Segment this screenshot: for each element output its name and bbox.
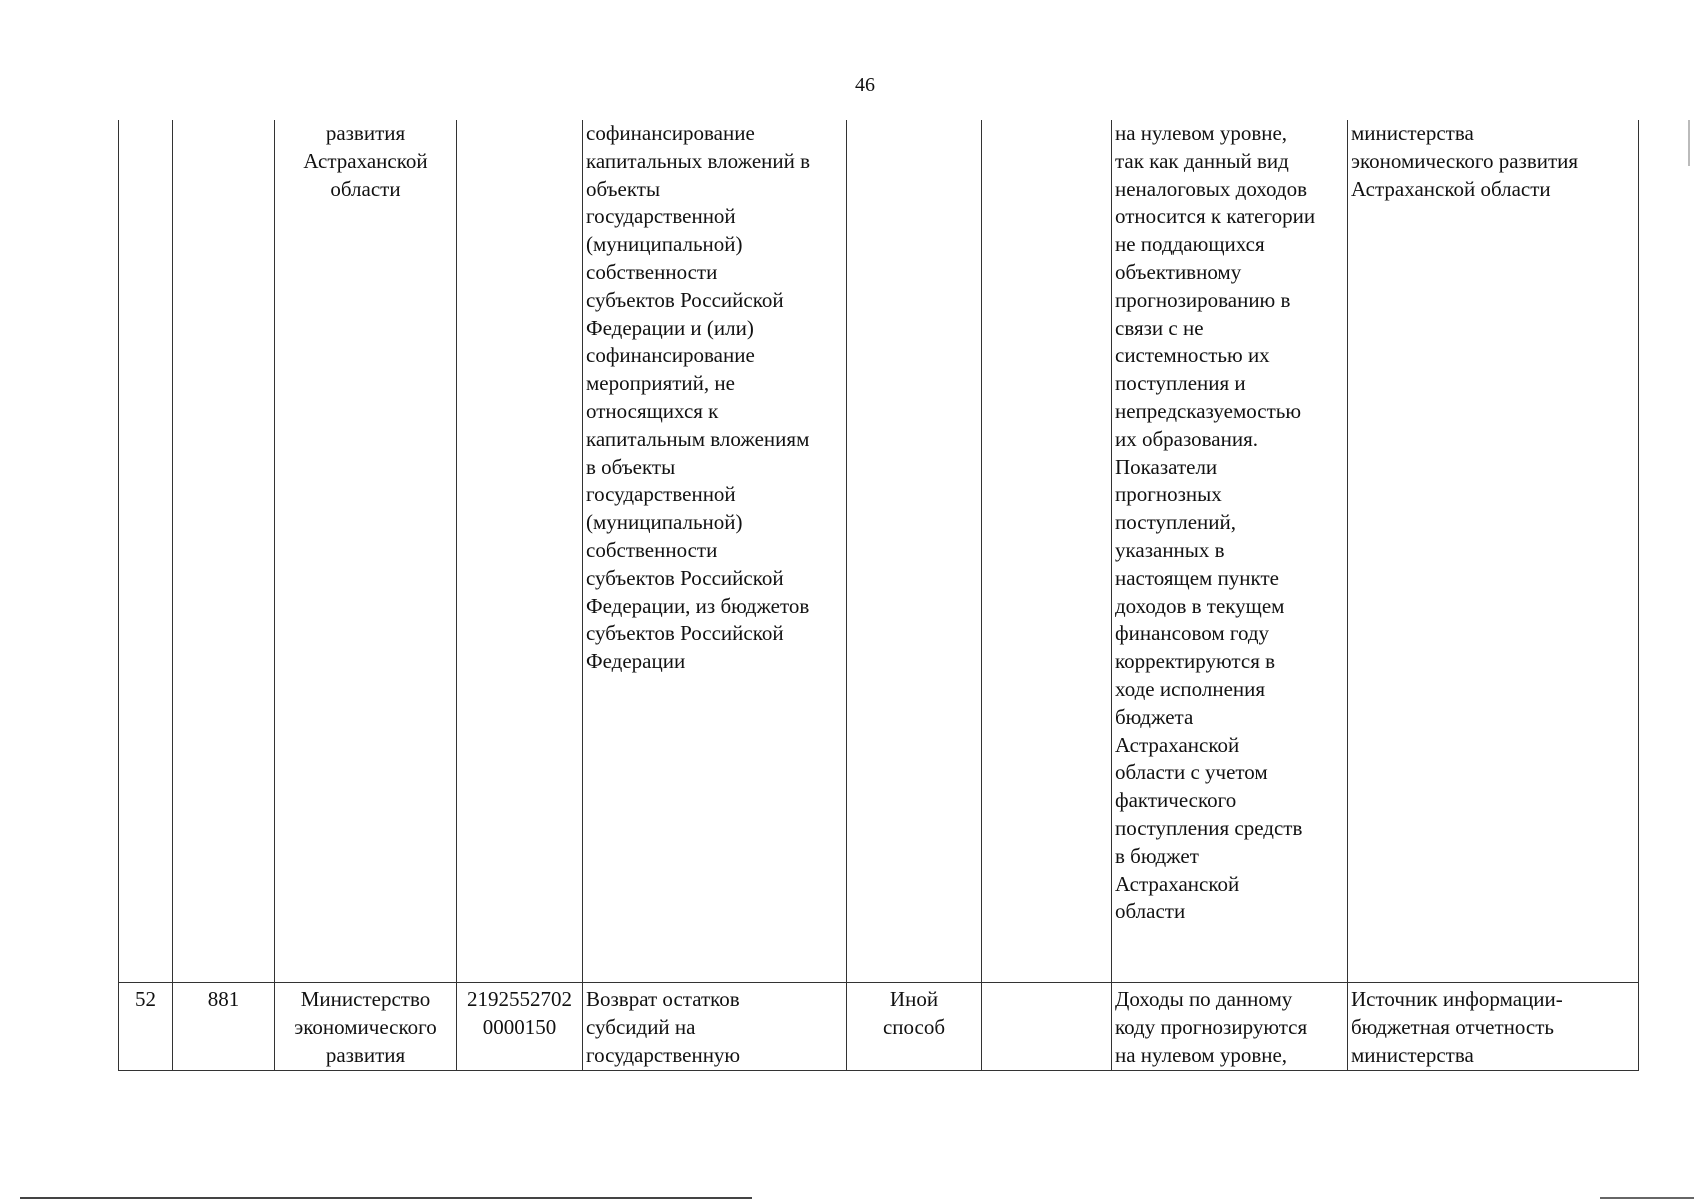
cell-data-source: министерства экономического развития Астраханской области bbox=[1348, 120, 1639, 983]
cell-revenue-code bbox=[457, 120, 583, 983]
scan-edge-line bbox=[20, 1197, 752, 1199]
cell-revenue-name: Возврат остатков субсидий на государственную bbox=[583, 983, 847, 1071]
scan-edge-mark bbox=[1688, 120, 1690, 166]
table-row-continued bbox=[119, 120, 1639, 983]
cell-revenue-name: софинансирование капитальных вложений в объекты государственной (муниципальной) собственности субъектов Российской Федерации и (или) софинансирование мероприятий, не относящихся к капитальным вложениям в объекты государственной (муниципальной) собственности субъектов Российской Федерации, из бюджетов субъектов Российской Федерации bbox=[583, 120, 847, 983]
cell-row-number: 52 bbox=[119, 983, 173, 1071]
cell-formula bbox=[982, 983, 1112, 1071]
cell-admin-code bbox=[173, 120, 275, 983]
cell-admin-code: 881 bbox=[173, 983, 275, 1071]
cell-data-source: Источник информации- бюджетная отчетность министерства bbox=[1348, 983, 1639, 1071]
scan-edge-line bbox=[1600, 1197, 1694, 1199]
revenue-forecast-table bbox=[118, 120, 1639, 1071]
cell-algorithm: на нулевом уровне, так как данный вид неналоговых доходов относится к категории не поддающихся объективному прогнозированию в связи с не системностью их поступления и непредсказуемостью их образования. Показатели прогнозных поступлений, указанных в настоящем пункте доходов в текущем финансовом году корректируются в ходе исполнения бюджета Астраханской области с учетом фактического поступления средств в бюджет Астраханской области bbox=[1112, 120, 1348, 983]
cell-row-number bbox=[119, 120, 173, 983]
cell-formula bbox=[982, 120, 1112, 983]
cell-revenue-code: 2192552702 0000150 bbox=[457, 983, 583, 1071]
table-row-52 bbox=[119, 983, 1639, 1071]
page-number: 46 bbox=[855, 74, 875, 96]
cell-method: Иной способ bbox=[847, 983, 982, 1071]
cell-method bbox=[847, 120, 982, 983]
cell-administrator: развития Астраханской области bbox=[275, 120, 457, 983]
cell-administrator: Министерство экономического развития bbox=[275, 983, 457, 1071]
cell-algorithm: Доходы по данному коду прогнозируются на нулевом уровне, bbox=[1112, 983, 1348, 1071]
